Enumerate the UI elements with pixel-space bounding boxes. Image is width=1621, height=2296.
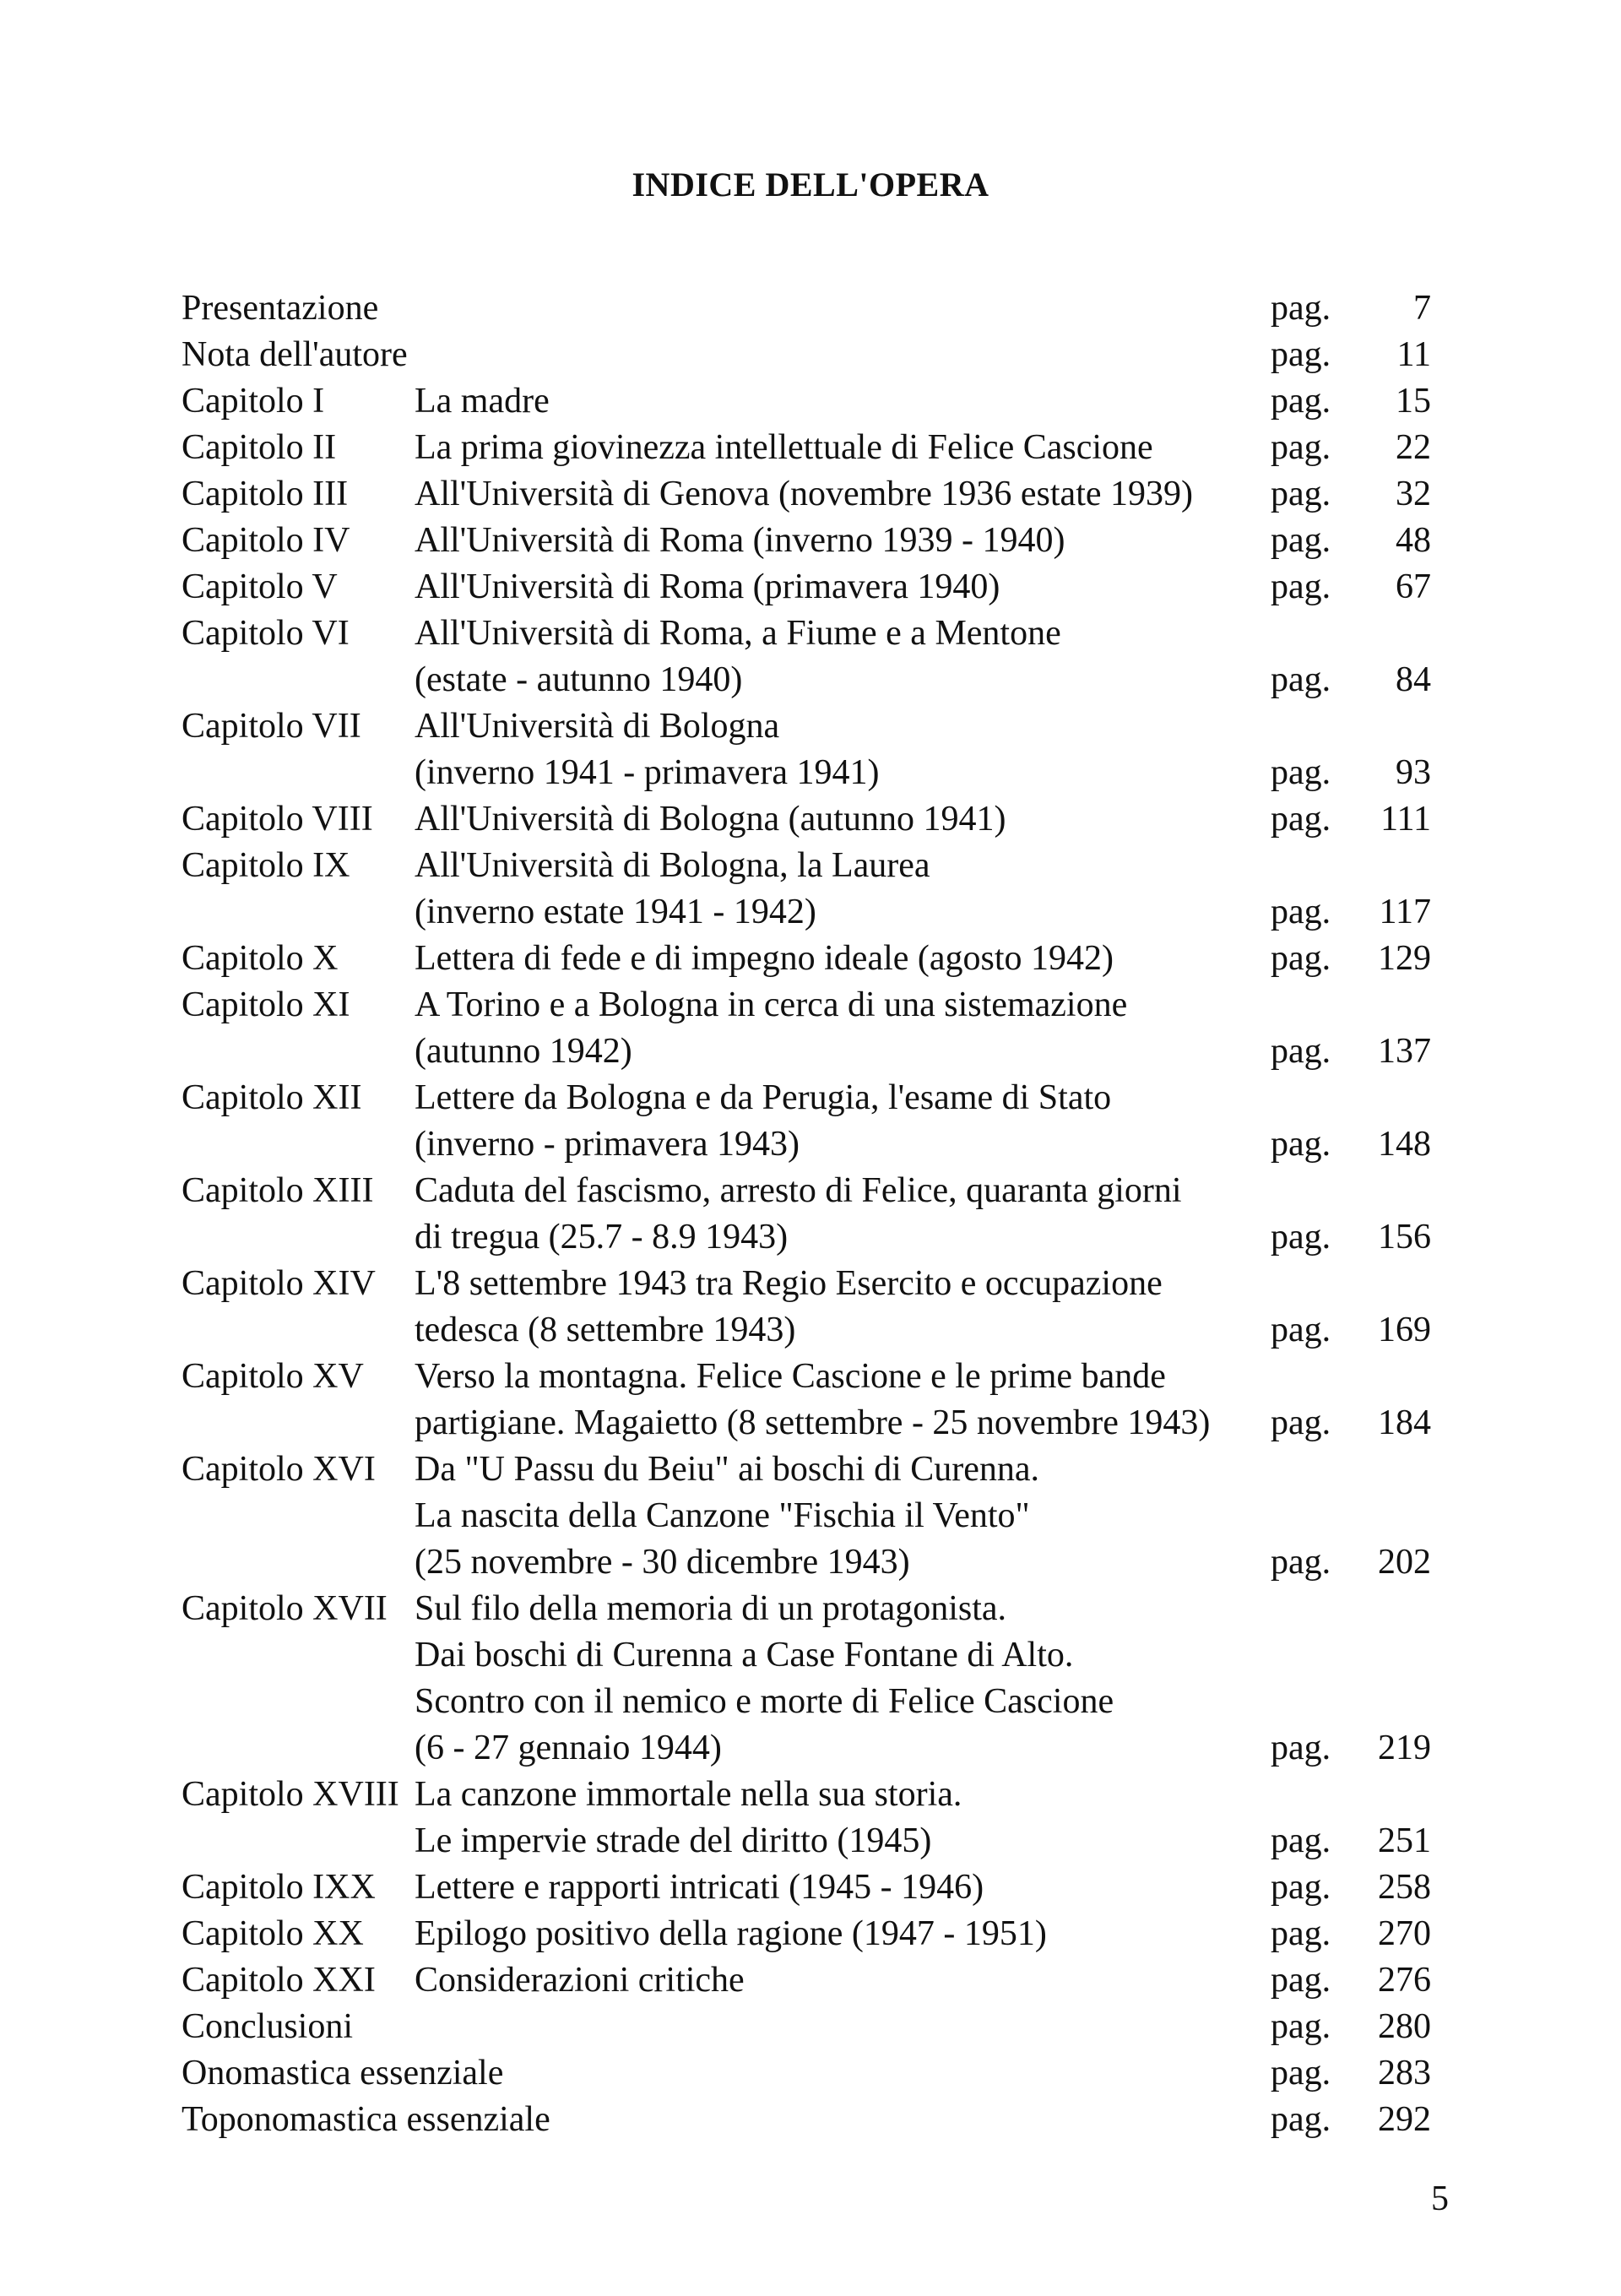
toc-page-prefix: pag. <box>1271 1821 1331 1860</box>
toc-title-line: (25 novembre - 30 dicembre 1943) <box>415 1543 910 1582</box>
toc-title-line: Dai boschi di Curenna a Case Fontane di Alto. <box>415 1636 1074 1675</box>
toc-title-line: A Torino e a Bologna in cerca di una sistemazione <box>415 985 1128 1024</box>
toc-chapter-label: Capitolo XVI <box>182 1450 376 1489</box>
toc-entry <box>182 2097 1431 2143</box>
toc-title-line: Considerazioni critiche <box>415 1961 745 2000</box>
toc-chapter-title <box>182 332 1271 378</box>
toc-title-line: All'Università di Roma (inverno 1939 - 1940) <box>415 521 1065 560</box>
toc-title-line: (6 - 27 gennaio 1944) <box>415 1729 722 1767</box>
toc-entry <box>182 1957 1431 2004</box>
toc-chapter-title <box>415 1911 1271 1957</box>
toc-page-number: 270 <box>1378 1914 1431 1953</box>
toc-page-prefix: pag. <box>1271 1218 1331 1257</box>
toc-page-prefix: pag. <box>1271 753 1331 792</box>
toc-chapter-label: Capitolo XXI <box>182 1961 376 2000</box>
toc-chapter-title <box>415 425 1271 471</box>
toc-page-prefix: pag. <box>1271 335 1331 374</box>
toc-title-line: Sul filo della memoria di un protagonista. <box>415 1589 1007 1628</box>
toc-title-line: Nota dell'autore <box>182 335 408 374</box>
toc-chapter-title <box>415 1354 1271 1447</box>
toc-title-line: L'8 settembre 1943 tra Regio Esercito e occupazione <box>415 1264 1163 1303</box>
toc-chapter-title <box>415 936 1271 982</box>
toc-chapter-label: Capitolo X <box>182 939 339 978</box>
toc-entry <box>182 1354 1431 1447</box>
toc-chapter-label: Capitolo I <box>182 382 325 421</box>
toc-chapter-title <box>415 611 1271 703</box>
toc-entry <box>182 1447 1431 1586</box>
toc-page-prefix: pag. <box>1271 800 1331 839</box>
toc-title-line: Conclusioni <box>182 2007 354 2046</box>
toc-page-prefix: pag. <box>1271 521 1331 560</box>
toc-page-number: 156 <box>1378 1218 1431 1257</box>
toc-chapter-label: Capitolo IV <box>182 521 350 560</box>
toc-page-number: 276 <box>1378 1961 1431 2000</box>
toc-page-number: 22 <box>1396 428 1431 467</box>
toc-page-number: 137 <box>1378 1032 1431 1071</box>
toc-page-prefix: pag. <box>1271 289 1331 328</box>
toc-page-prefix: pag. <box>1271 1125 1331 1164</box>
toc-title-line: All'Università di Bologna (autunno 1941) <box>415 800 1006 839</box>
toc-page-number: 84 <box>1396 660 1431 699</box>
toc-page-prefix: pag. <box>1271 939 1331 978</box>
toc-chapter-title <box>415 1168 1271 1261</box>
toc-page-number: 292 <box>1378 2100 1431 2139</box>
toc-chapter-title <box>182 285 1271 332</box>
toc-chapter-label: Capitolo III <box>182 475 349 513</box>
toc-chapter-label: Capitolo XVII <box>182 1589 388 1628</box>
toc-chapter-title <box>415 703 1271 796</box>
toc-title-line: (inverno - primavera 1943) <box>415 1125 800 1164</box>
toc-entry <box>182 378 1431 425</box>
toc-page-number: 15 <box>1396 382 1431 421</box>
toc-entry <box>182 1168 1431 1261</box>
toc-title-line: Epilogo positivo della ragione (1947 - 1951) <box>415 1914 1047 1953</box>
toc-chapter-title <box>182 2050 1271 2097</box>
toc-entry <box>182 471 1431 518</box>
toc-page-number: 7 <box>1413 289 1431 328</box>
toc-page-number: 258 <box>1378 1868 1431 1907</box>
toc-title-line: La madre <box>415 382 550 421</box>
toc-page-prefix: pag. <box>1271 475 1331 513</box>
toc-chapter-title <box>415 471 1271 518</box>
toc-chapter-label: Capitolo XX <box>182 1914 364 1953</box>
toc-title-line: All'Università di Bologna <box>415 707 780 746</box>
toc-page-number: 93 <box>1396 753 1431 792</box>
toc-page-number: 280 <box>1378 2007 1431 2046</box>
toc-chapter-label: Capitolo V <box>182 567 338 606</box>
toc-chapter-label: Capitolo VII <box>182 707 361 746</box>
toc-page-number: 202 <box>1378 1543 1431 1582</box>
toc-title-line: Caduta del fascismo, arresto di Felice, quaranta giorni <box>415 1171 1182 1210</box>
toc-chapter-title <box>415 982 1271 1075</box>
toc-title-line: partigiane. Magaietto (8 settembre - 25 novembre 1943) <box>415 1403 1211 1442</box>
page-title: INDICE DELL'OPERA <box>632 166 989 204</box>
table-of-contents <box>182 285 1431 2143</box>
toc-page-prefix: pag. <box>1271 567 1331 606</box>
toc-chapter-title <box>415 518 1271 564</box>
toc-entry <box>182 1772 1431 1864</box>
toc-chapter-label: Capitolo VIII <box>182 800 373 839</box>
toc-title-line: Presentazione <box>182 289 379 328</box>
toc-chapter-title <box>415 1261 1271 1354</box>
toc-page-number: 184 <box>1378 1403 1431 1442</box>
toc-page-number: 111 <box>1380 800 1431 839</box>
toc-page-prefix: pag. <box>1271 893 1331 931</box>
toc-chapter-title <box>415 378 1271 425</box>
toc-page-prefix: pag. <box>1271 2054 1331 2092</box>
page-number: 5 <box>1431 2179 1449 2218</box>
toc-entry <box>182 1586 1431 1772</box>
toc-entry <box>182 285 1431 332</box>
toc-chapter-title <box>182 2004 1271 2050</box>
toc-title-line: La prima giovinezza intellettuale di Felice Cascione <box>415 428 1153 467</box>
toc-chapter-label: Capitolo XIV <box>182 1264 376 1303</box>
toc-entry <box>182 332 1431 378</box>
toc-entry <box>182 2004 1431 2050</box>
toc-page-number: 67 <box>1396 567 1431 606</box>
toc-chapter-title <box>182 2097 1271 2143</box>
toc-page-prefix: pag. <box>1271 1403 1331 1442</box>
toc-title-line: (inverno 1941 - primavera 1941) <box>415 753 880 792</box>
toc-entry <box>182 425 1431 471</box>
toc-chapter-label: Capitolo XV <box>182 1357 364 1396</box>
toc-chapter-title <box>415 796 1271 843</box>
toc-page-number: 283 <box>1378 2054 1431 2092</box>
toc-page-number: 129 <box>1378 939 1431 978</box>
toc-title-line: Lettere da Bologna e da Perugia, l'esame di Stato <box>415 1078 1112 1117</box>
toc-title-line: Le impervie strade del diritto (1945) <box>415 1821 932 1860</box>
toc-chapter-label: Capitolo XII <box>182 1078 362 1117</box>
toc-entry <box>182 564 1431 611</box>
toc-entry <box>182 518 1431 564</box>
toc-page-prefix: pag. <box>1271 428 1331 467</box>
toc-title-line: Lettere e rapporti intricati (1945 - 1946) <box>415 1868 984 1907</box>
toc-title-line: Toponomastica essenziale <box>182 2100 550 2139</box>
toc-entry <box>182 936 1431 982</box>
toc-title-line: All'Università di Roma (primavera 1940) <box>415 567 1000 606</box>
toc-title-line: di tregua (25.7 - 8.9 1943) <box>415 1218 789 1257</box>
toc-chapter-label: Capitolo XVIII <box>182 1775 399 1814</box>
toc-chapter-title <box>415 1586 1271 1772</box>
toc-entry <box>182 843 1431 936</box>
toc-page-prefix: pag. <box>1271 2007 1331 2046</box>
toc-title-line: Onomastica essenziale <box>182 2054 504 2092</box>
toc-entry <box>182 796 1431 843</box>
toc-entry <box>182 982 1431 1075</box>
toc-title-line: tedesca (8 settembre 1943) <box>415 1311 796 1349</box>
toc-title-line: Scontro con il nemico e morte di Felice Cascione <box>415 1682 1114 1721</box>
toc-chapter-title <box>415 1864 1271 1911</box>
toc-page-prefix: pag. <box>1271 2100 1331 2139</box>
toc-title-line: (estate - autunno 1940) <box>415 660 743 699</box>
toc-chapter-title <box>415 843 1271 936</box>
toc-page-number: 48 <box>1396 521 1431 560</box>
toc-page-prefix: pag. <box>1271 382 1331 421</box>
toc-page-prefix: pag. <box>1271 1729 1331 1767</box>
toc-entry <box>182 2050 1431 2097</box>
toc-title-line: All'Università di Bologna, la Laurea <box>415 846 930 885</box>
toc-page-prefix: pag. <box>1271 1868 1331 1907</box>
toc-title-line: Verso la montagna. Felice Cascione e le prime bande <box>415 1357 1166 1396</box>
toc-entry <box>182 1261 1431 1354</box>
toc-chapter-label: Capitolo IXX <box>182 1868 376 1907</box>
toc-entry <box>182 611 1431 703</box>
toc-page-number: 32 <box>1396 475 1431 513</box>
toc-page-prefix: pag. <box>1271 660 1331 699</box>
toc-page-number: 219 <box>1378 1729 1431 1767</box>
toc-entry <box>182 703 1431 796</box>
toc-title-line: Da "U Passu du Beiu" ai boschi di Curenna. <box>415 1450 1040 1489</box>
toc-entry <box>182 1911 1431 1957</box>
toc-chapter-title <box>415 1075 1271 1168</box>
toc-title-line: Lettera di fede e di impegno ideale (agosto 1942) <box>415 939 1114 978</box>
toc-chapter-label: Capitolo II <box>182 428 337 467</box>
toc-page-prefix: pag. <box>1271 1311 1331 1349</box>
toc-chapter-label: Capitolo XIII <box>182 1171 374 1210</box>
toc-title-line: La canzone immortale nella sua storia. <box>415 1775 962 1814</box>
toc-chapter-label: Capitolo XI <box>182 985 350 1024</box>
toc-page-prefix: pag. <box>1271 1914 1331 1953</box>
toc-title-line: (inverno estate 1941 - 1942) <box>415 893 816 931</box>
toc-title-line: All'Università di Roma, a Fiume e a Mentone <box>415 614 1061 653</box>
toc-page-number: 11 <box>1396 335 1431 374</box>
toc-chapter-label: Capitolo IX <box>182 846 350 885</box>
toc-chapter-title <box>415 1772 1271 1864</box>
toc-entry <box>182 1075 1431 1168</box>
toc-page-number: 251 <box>1378 1821 1431 1860</box>
toc-page-number: 148 <box>1378 1125 1431 1164</box>
toc-page-number: 117 <box>1379 893 1431 931</box>
toc-page-prefix: pag. <box>1271 1961 1331 2000</box>
toc-page-number: 169 <box>1378 1311 1431 1349</box>
toc-chapter-label: Capitolo VI <box>182 614 350 653</box>
toc-entry <box>182 1864 1431 1911</box>
toc-title-line: (autunno 1942) <box>415 1032 632 1071</box>
toc-chapter-title <box>415 1447 1271 1586</box>
toc-chapter-title <box>415 1957 1271 2004</box>
toc-title-line: La nascita della Canzone "Fischia il Vento" <box>415 1496 1030 1535</box>
toc-chapter-title <box>415 564 1271 611</box>
toc-title-line: All'Università di Genova (novembre 1936 estate 1939) <box>415 475 1193 513</box>
toc-page-prefix: pag. <box>1271 1543 1331 1582</box>
toc-page-prefix: pag. <box>1271 1032 1331 1071</box>
